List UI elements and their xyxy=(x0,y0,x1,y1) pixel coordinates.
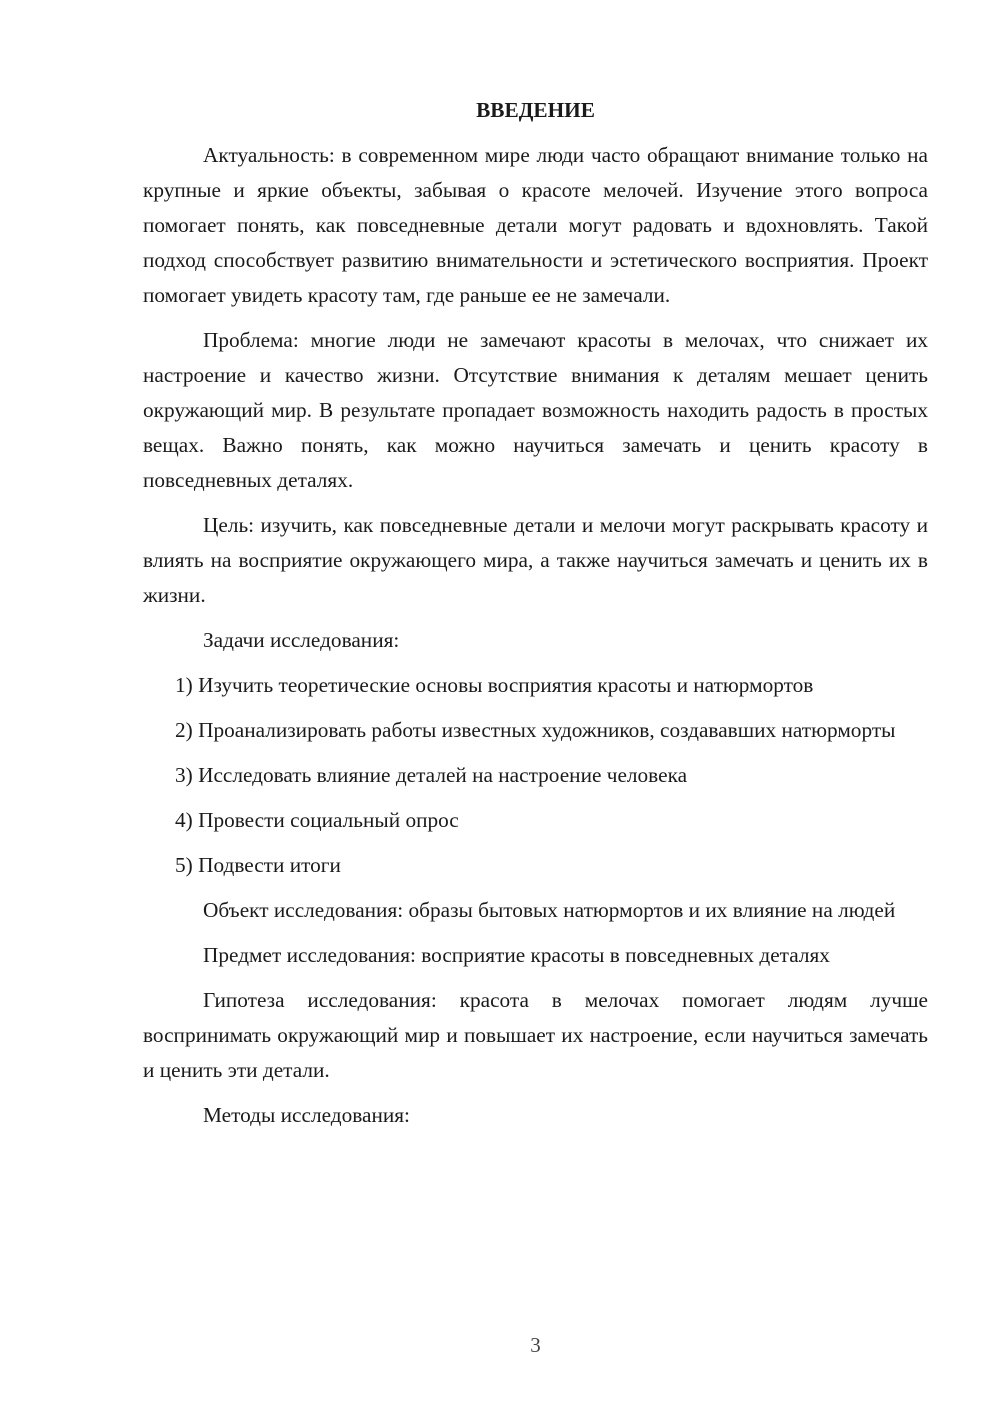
task-item-4: 4) Провести социальный опрос xyxy=(175,808,459,832)
task-item-3: 3) Исследовать влияние деталей на настроение человека xyxy=(175,763,688,787)
problem-paragraph: Проблема: многие люди не замечают красоты в мелочах, что снижает их настроение и качество жизни. Отсутствие внимания к деталям мешает ценить окружающий мир. В результате пропадает возможность находить радость в простых вещах. Важно понять, как можно научиться замечать и ценить красоту в повседневных деталях. xyxy=(143,328,928,492)
tasks-heading: Задачи исследования: xyxy=(203,628,400,652)
task-item-2: 2) Проанализировать работы известных художников, создававших натюрморты xyxy=(175,718,896,742)
task-item-5: 5) Подвести итоги xyxy=(175,853,341,877)
methods-heading: Методы исследования: xyxy=(203,1103,410,1127)
object-paragraph: Объект исследования: образы бытовых натюрмортов и их влияние на людей xyxy=(203,898,896,922)
subject-paragraph: Предмет исследования: восприятие красоты в повседневных деталях xyxy=(203,943,830,967)
goal-paragraph: Цель: изучить, как повседневные детали и мелочи могут раскрывать красоту и влиять на восприятие окружающего мира, а также научиться замечать и ценить их в жизни. xyxy=(143,513,928,607)
task-item-1: 1) Изучить теоретические основы восприятия красоты и натюрмортов xyxy=(175,673,814,697)
hypothesis-paragraph: Гипотеза исследования: красота в мелочах помогает людям лучше воспринимать окружающий мир и повышает их настроение, если научиться замечать и ценить эти детали. xyxy=(143,988,928,1082)
relevance-paragraph: Актуальность: в современном мире люди часто обращают внимание только на крупные и яркие объекты, забывая о красоте мелочей. Изучение этого вопроса помогает понять, как повседневные детали могут радовать и вдохновлять. Такой подход способствует развитию внимательности и эстетического восприятия. Проект помогает увидеть красоту там, где раньше ее не замечали. xyxy=(143,143,928,307)
page-number: 3 xyxy=(530,1333,541,1357)
section-heading: ВВЕДЕНИЕ xyxy=(476,98,595,122)
page-content xyxy=(143,94,928,1143)
